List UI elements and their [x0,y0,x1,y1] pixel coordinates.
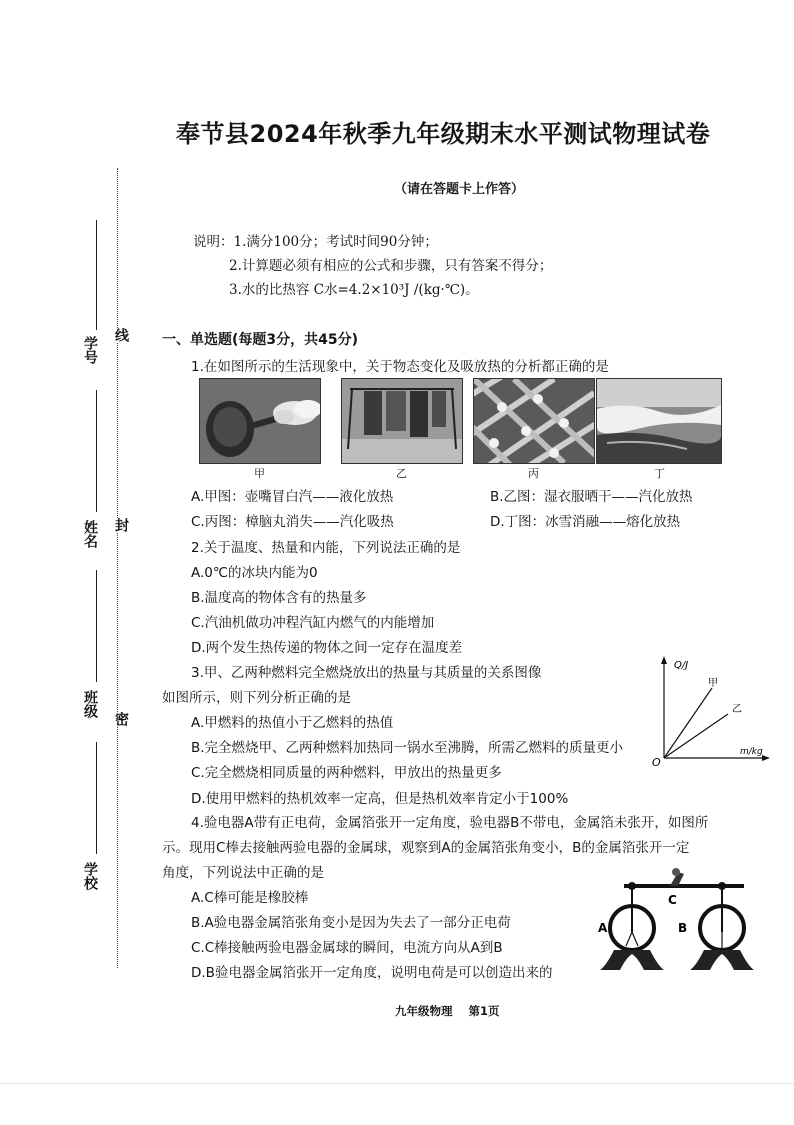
q1-caption-ding: 丁 [654,467,665,480]
q1-photo-camphor-balls [473,378,595,464]
q3-line-jia [664,688,712,758]
q3-x-axis-arrow [762,755,770,761]
exam-subtitle: （请在答题卡上作答） [394,182,525,197]
q4-option-c: C.C棒接触两验电器金属球的瞬间，电流方向从A到B [191,940,503,956]
student-id-line [96,220,97,330]
q4-label-a: A [598,921,608,935]
q4-electroscope-a [600,882,664,970]
q1-caption-yi: 乙 [396,467,407,480]
q3-y-axis-arrow [661,656,667,664]
binding-mark-line: 线 [113,328,129,342]
page-bottom-edge [0,1083,794,1084]
binding-mark-secret: 密 [113,712,129,726]
school-label: 学校 [82,862,98,890]
exam-note-2: 2.计算题必须有相应的公式和步骤，只有答案不得分； [229,258,553,274]
q4-label-b: B [678,921,688,935]
question-4-stem-line-1: 4.验电器A带有正电荷，金属箔张开一定角度，验电器B不带电，金属箔未张开，如图所 [191,815,709,831]
q1-photo-melting-snow [596,378,722,464]
q4-option-a: A.C棒可能是橡胶棒 [191,890,309,906]
class-label: 班级 [82,690,98,718]
section-1-heading: 一、单选题(每题3分，共45分) [162,332,359,348]
q3-option-b: B.完全燃烧甲、乙两种燃料加热同一锅水至沸腾，所需乙燃料的质量更小 [191,740,624,756]
q1-option-c: C.丙图：樟脑丸消失——汽化吸热 [191,514,394,530]
q2-option-c: C.汽油机做功冲程汽缸内燃气的内能增加 [191,615,435,631]
q4-option-d: D.B验电器金属箔张开一定角度，说明电荷是可以创造出来的 [191,965,553,981]
exam-note-1: 说明：1.满分100分；考试时间90分钟； [193,234,438,250]
q1-photo-kettle-steam [199,378,321,464]
q1-option-a: A.甲图：壶嘴冒白汽——液化放热 [191,489,394,505]
q4-option-b: B.A验电器金属箔张角变小是因为失去了一部分正电荷 [191,915,511,931]
footer-page-number: 第1页 [468,1004,500,1018]
footer-subject: 九年级物理 [395,1004,453,1018]
q1-caption-jia: 甲 [254,467,265,480]
q3-line-yi-label: 乙 [732,704,742,715]
q3-line-jia-label: 甲 [708,678,718,689]
class-line [96,570,97,682]
q4-label-c: C [668,893,677,907]
student-name-line [96,390,97,512]
binding-mark-seal: 封 [113,518,129,532]
q3-y-axis-label: Q/J [674,660,689,671]
question-2-stem: 2.关于温度、热量和内能，下列说法正确的是 [191,540,461,556]
q3-option-c: C.完全燃烧相同质量的两种燃料，甲放出的热量更多 [191,765,502,781]
question-3-stem-line-1: 3.甲、乙两种燃料完全燃烧放出的热量与其质量的关系图像 [191,665,542,681]
q3-x-axis-label: m/kg [740,747,763,757]
student-id-label: 学号 [82,336,98,364]
exam-title: 奉节县2024年秋季九年级期末水平测试物理试卷 [176,120,711,148]
q1-option-b: B.乙图：湿衣服晒干——汽化放热 [490,489,693,505]
binding-dotted-line [117,168,118,968]
q3-line-yi [664,714,728,758]
q1-caption-bing: 丙 [528,467,539,480]
exam-note-3: 3.水的比热容 C水=4.2×10³J /(kg·℃)。 [229,282,479,298]
q3-option-d: D.使用甲燃料的热机效率一定高，但是热机效率肯定小于100% [191,791,569,807]
school-line [96,742,97,854]
q2-option-d: D.两个发生热传递的物体之间一定存在温度差 [191,640,463,656]
q3-heat-mass-graph [648,654,772,766]
question-3-stem-line-2: 如图所示，则下列分析正确的是 [162,690,351,706]
q2-option-b: B.温度高的物体含有的热量多 [191,590,367,606]
q3-origin-label: O [652,756,661,766]
page-footer [395,1003,516,1019]
q1-photo-drying-clothes [341,378,463,464]
q2-option-a: A.0℃的冰块内能为0 [191,565,318,581]
q4-electroscope-figure [596,866,766,978]
question-1-stem: 1.在如图所示的生活现象中，关于物态变化及吸放热的分析都正确的是 [191,359,609,375]
q3-option-a: A.甲燃料的热值小于乙燃料的热值 [191,715,394,731]
q1-option-d: D.丁图：冰雪消融——熔化放热 [490,514,681,530]
q4-electroscope-b [690,882,754,970]
q4-hand-grip [672,868,680,876]
question-4-stem-line-3: 角度，下列说法中正确的是 [162,865,324,881]
question-4-stem-line-2: 示。现用C棒去接触两验电器的金属球，观察到A的金属箔张角变小，B的金属箔张开一定 [162,840,690,856]
student-name-label: 姓名 [82,520,98,548]
